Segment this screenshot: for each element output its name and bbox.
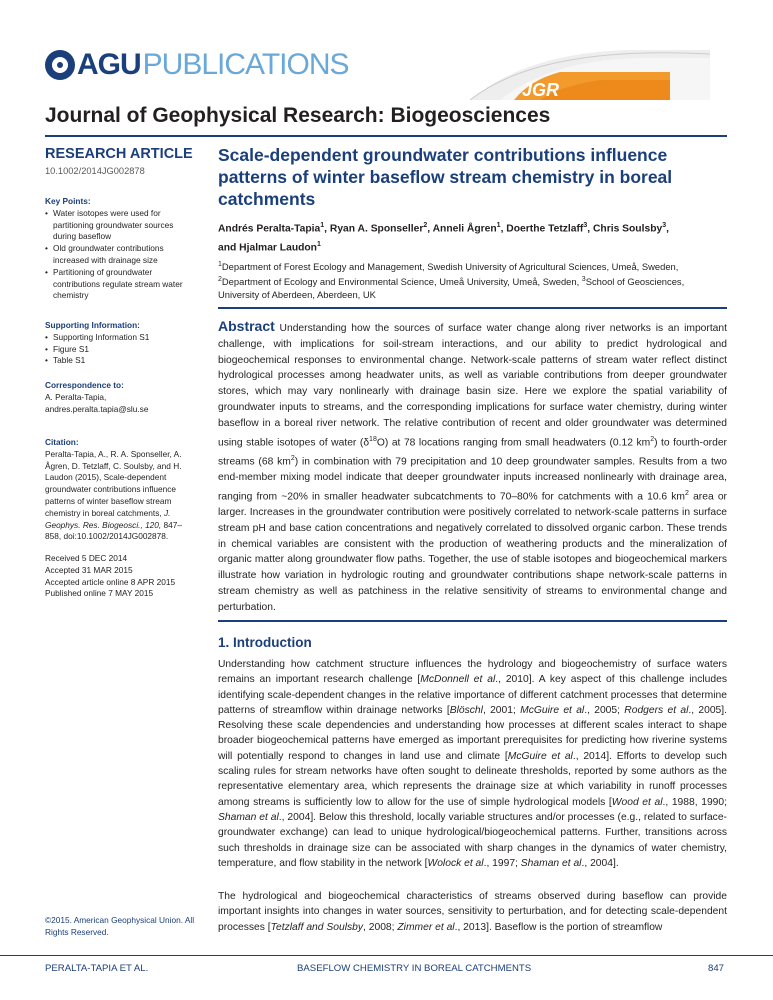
section-heading-introduction: 1. Introduction — [218, 635, 312, 650]
correspondence-name: A. Peralta-Tapia, — [45, 391, 107, 402]
citation-section — [45, 437, 190, 543]
footer-authors: PERALTA-TAPIA ET AL. — [45, 963, 149, 974]
correspondence-heading: Correspondence to: — [45, 380, 124, 390]
key-point: • Partitioning of groundwater contributions regulate stream water chemistry — [45, 267, 195, 302]
header-divider — [45, 135, 727, 137]
intro-paragraph: Understanding how catchment structure influences the hydrology and biogeochemistry of surface waters remains an important research challenge [McDonnell et al., 2010]. A key aspect of this challenge includes identifying scale-dependent changes in the relative importance of different catchment processes that determine patterns of streamflow within drainage networks [Blöschl, 2001; McGuire et al., 2005; Rodgers et al., 2005]. Resolving these scale dependencies and understanding how processes at different scales interact to shape broader biogeochemical patterns have emerged as important prerequisites for predicting how riverine systems will potentially respond to changes in land use and climate [McGuire et al., 2014]. Efforts to develop such scaling rules for stream networks have often sought to delineate thresholds, reported by some authors as the representative elementary area, which represents the drainage size at which variability in runoff processes among streams is sufficiently low to allow for the use of simple hydrological models [Wood et al., 1988, 1990; Shaman et al., 2004]. Below this threshold, locally variable structures and/or processes (e.g., related to surface-groundwater exchange) can lead to unique hydrological/biogeochemical patterns. Further, transitions across such thresholds in drainage size can be associated with sharp changes in the dynamics of water chemistry, temperature, and flow stability in the network [Wolock et al., 1997; Shaman et al., 2004]. — [218, 659, 728, 869]
citation-journal: J. Geophys. Res. Biogeosci., 120, — [45, 507, 171, 530]
supporting-item-link[interactable]: • Table S1 — [45, 355, 195, 367]
article-title: Scale-dependent groundwater contributions influence patterns of winter baseflow stream chemistry in boreal catchments — [218, 145, 673, 209]
key-points-heading: Key Points: — [45, 196, 91, 206]
footer-running-title: BASEFLOW CHEMISTRY IN BOREAL CATCHMENTS — [297, 963, 532, 974]
copyright-notice: ©2015. American Geophysical Union. All Rights Reserved. — [45, 915, 195, 937]
abstract-body: Abstract Understanding how the sources of surface water change along river networks is an important challenge, with implications for soil-stream interactions, and our ability to predict hydrological and biogeochemical responses to environmental change. Network-scale patterns of stream water reflect distinct hydrological processes among headwater units, as well as variable contributions from deeper groundwater stores, which may vary nonlinearly with drainage basin size. Here we explore the spatial variability of groundwater inputs to streams, and the corresponding implications for surface water chemistry, during winter baseflow in a boreal river network. The relative contribution of recent and older groundwater was determined using stable isotopes of water $(\delta^{18}O)$ at 78 locations ranging from small headwaters (0.12 $km^2$) to fourth-order streams (68 $km^2$) in combination with 79 precipitation and 10 deep groundwater samples. Results from a two end-member mixing model indicate that deeper groundwater inputs increased nonlinearly with drainage area, ranging from ~20% in smaller headwater subcatchments to 70–80% for catchments with a 10.6 $km^2$ area or larger. Increases in the groundwater contribution were positively correlated to network-scale patterns in surface stream pH and base cation concentrations and negatively correlated to dissolved organic carbon. These trends in chemical variables are consistent with the production of weathering products and the mineralization of organic matter along groundwater flow paths. Together, the use of stable isotopes and biogeochemical markers illustrate how variation in hydrologic routing and groundwater contributions shape network-scale patterns in stream chemistry as well as patchiness in the relative sensitivity of streams to environmental change and perturbation. — [218, 318, 727, 613]
abstract-label: Abstract — [218, 318, 275, 334]
date-accepted-online: Accepted article online 8 APR 2015 — [45, 576, 176, 587]
citation-pages: 847–858, — [45, 519, 182, 542]
supporting-info-heading: Supporting Information: — [45, 320, 140, 330]
article-dates — [45, 553, 205, 600]
key-point: • Water isotopes were used for partitioning groundwater sources during baseflow — [45, 208, 195, 243]
logo-publications-text: PUBLICATIONS — [142, 48, 349, 81]
jgr-badge-label: JGR — [522, 80, 560, 100]
footer-divider — [0, 955, 773, 956]
key-points-section — [45, 196, 195, 302]
author-affiliations: $^1$Department of Forest Ecology and Management, Swedish University of Agricultural Sciences, Umeå, Sweden, $^2$Department of Ecology and Environmental Science, Umeå University, Umeå, Sweden, $^3$School of Geosciences, University of Aberdeen, Aberdeen, UK — [218, 261, 685, 301]
page-number: 847 — [708, 963, 725, 974]
intro-paragraph: The hydrological and biogeochemical characteristics of streams observed during baseflow can provide important insights into changes in water sources, sensitivity to perturbation, and for detecting scale-dependent processes [Tetzlaff and Soulsby, 2008; Zimmer et al., 2013]. Baseflow is the portion of streamflow — [218, 891, 727, 933]
supporting-info-section — [45, 320, 195, 367]
citation-heading: Citation: — [45, 437, 79, 447]
supporting-item-link[interactable]: • Supporting Information S1 — [45, 332, 195, 344]
date-published: Published online 7 MAY 2015 — [45, 588, 154, 599]
citation-text: Peralta-Tapia, A., R. A. Sponseller, A. Ågren, D. Tetzlaff, C. Soulsby, and H. Laudon (2015), Scale-dependent groundwater contributions influence patterns of winter baseflow stream chemistry in boreal catchments, — [45, 448, 182, 518]
date-accepted: Accepted 31 MAR 2015 — [45, 564, 133, 575]
journal-title: Journal of Geophysical Research: Biogeosciences — [45, 104, 551, 127]
supporting-item-link[interactable]: • Figure S1 — [45, 344, 195, 356]
article-type: RESEARCH ARTICLE — [45, 146, 193, 162]
correspondence-email-link[interactable]: andres.peralta.tapia@slu.se — [45, 403, 149, 414]
correspondence-section — [45, 380, 195, 415]
abstract-bottom-rule — [218, 620, 727, 622]
article-doi: 10.1002/2014JG002878 — [45, 166, 145, 176]
agu-publications-logo — [45, 45, 349, 85]
date-received: Received 5 DEC 2014 — [45, 553, 128, 563]
abstract-top-rule — [218, 307, 727, 309]
key-point: • Old groundwater contributions increased with drainage size — [45, 243, 195, 267]
author-list: Andrés Peralta-Tapia$^1$, Ryan A. Sponseller$^2$, Anneli Ågren$^1$, Doerthe Tetzlaff$^3$, Chris Soulsby$^3$, and Hjalmar Laudon$^1$ — [218, 222, 669, 254]
agu-globe-icon — [45, 50, 75, 80]
jgr-badge-graphic — [470, 50, 710, 100]
citation-doi-link[interactable]: doi:10.1002/2014JG002878. — [63, 531, 169, 542]
logo-agu-text: AGU — [77, 48, 141, 81]
